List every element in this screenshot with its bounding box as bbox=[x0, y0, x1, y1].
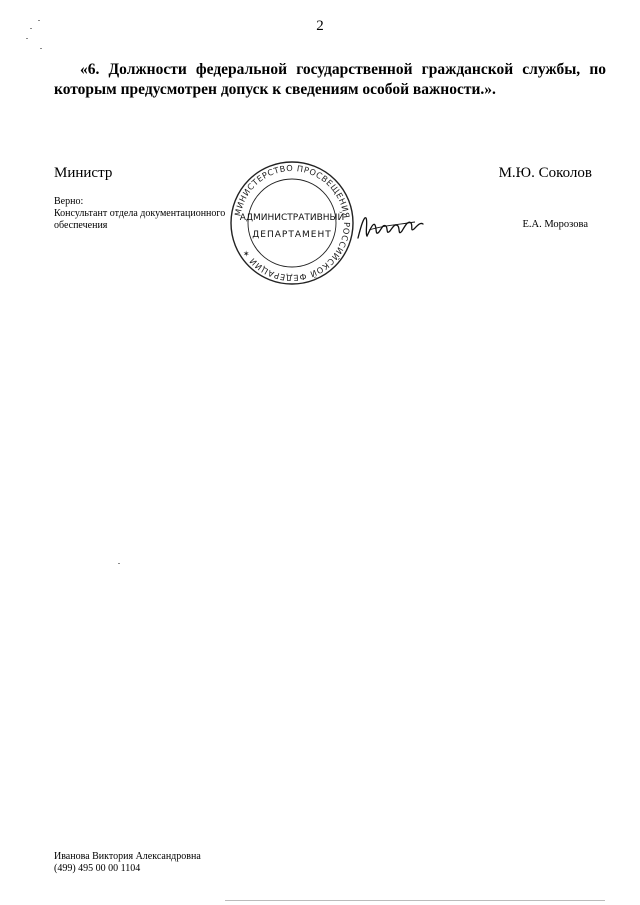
stamp-line2: ДЕПАРТАМЕНТ bbox=[252, 230, 332, 240]
certifier-name: Е.А. Морозова bbox=[522, 219, 588, 230]
handwritten-signature bbox=[355, 212, 425, 244]
executor-phone: (499) 495 00 00 1104 bbox=[54, 863, 141, 874]
certification-label: Верно: bbox=[54, 196, 84, 207]
certification-position-line1: Консультант отдела документационного bbox=[54, 208, 226, 219]
minister-title: Министр bbox=[54, 165, 113, 181]
stamp-line1: АДМИНИСТРАТИВНЫЙ bbox=[239, 213, 345, 223]
scan-speck bbox=[40, 48, 42, 49]
scan-speck bbox=[26, 38, 28, 39]
scan-speck bbox=[38, 20, 40, 21]
page-number: 2 bbox=[316, 18, 324, 34]
official-stamp bbox=[229, 160, 355, 286]
executor-info bbox=[54, 851, 201, 875]
scan-speck bbox=[30, 28, 32, 29]
certification-position-line2: обеспечения bbox=[54, 220, 108, 231]
stamp-ring-text: МИНИСТЕРСТВО ПРОСВЕЩЕНИЯ РОССИЙСКОЙ ФЕДЕРАЦИИ ✶ bbox=[232, 162, 353, 284]
executor-name: Иванова Виктория Александровна bbox=[54, 851, 201, 862]
scan-edge-line bbox=[225, 900, 605, 901]
body-paragraph: «6. Должности федеральной государственной гражданской службы, по которым предусмотрен допуск к сведениям особой важности.». bbox=[54, 61, 606, 98]
minister-name: М.Ю. Соколов bbox=[498, 165, 592, 181]
scan-speck bbox=[118, 563, 120, 564]
